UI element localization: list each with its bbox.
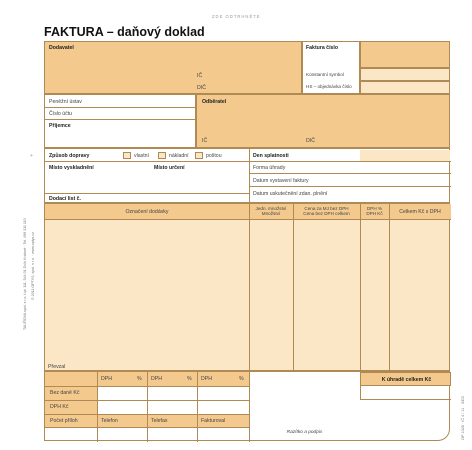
due-date-label: Den splatnosti [253,153,289,159]
customer-ic-label: IČ [202,138,208,144]
bank-recipient-box [44,94,196,148]
shipping-place-label: Místo vyskladnění [49,165,94,171]
invoice-number-label: Faktura číslo [306,45,339,51]
transport-freight-label: nákladní [169,153,189,159]
invoice-label-column [302,41,360,94]
vat-rate-3-percent: % [239,376,244,382]
col-total: Celkem Kč s DPH [399,209,441,215]
transport-own-label: vlastní [134,153,149,159]
vat-rate-2-label: DPH [151,376,162,382]
customer-dic-label: DIČ [306,138,315,144]
transport-freight-checkbox[interactable] [158,152,166,159]
side-publisher-text: TALÍŘOVA spol. s r.o. Lipí 111, 544 01 Dvůr Králové · Tel. 499 311 110 [23,218,27,330]
col-vat-amount-label: DPH Kč [366,211,383,217]
phone-label: Telefon [101,418,118,424]
col-unit-quantity [249,206,293,217]
customer-heading: Odběratel [202,99,227,105]
account-number-label: Číslo účtu [49,111,73,117]
page-title: FAKTURA – daňový doklad [44,25,205,39]
vat-rate-3-label: DPH [201,376,212,382]
stamp-signature-label: Razítko a podpis [286,430,323,435]
tax-date-label: Datum uskutečnění zdan. plnění [253,191,328,197]
attachments-label: Počet příloh [50,418,78,424]
transport-post-checkbox[interactable] [195,152,203,159]
payment-method-label: Forma úhrady [253,165,286,171]
col-vat [360,206,389,217]
tear-off-hint: ZDE ODTRHNĚTE [212,14,261,19]
transfer-label: Převzal [48,364,66,370]
transport-own-checkbox[interactable] [123,152,131,159]
destination-label: Místo určení [154,165,185,171]
col-price [293,206,360,217]
constant-symbol-label: Konstantní symbol [306,72,344,77]
constant-symbol-field[interactable] [360,68,450,81]
customer-box[interactable] [196,94,450,148]
bank-institution-label: Peněžní ústav [49,99,82,105]
side-form-code: OP 1026 · IČ 4 / 11 · 3/D3 [461,396,465,440]
supplier-box[interactable] [44,41,302,94]
col-description: Označení dodávky [125,209,169,215]
recipient-heading: Příjemce [49,123,71,129]
col-total-price-label: Cena bez DPH celkem [303,211,350,217]
col-unit-label: Jedn. množství [255,206,287,211]
amount-due-field[interactable] [360,386,451,400]
delivery-note-label: Dodací list č. [49,196,81,202]
order-number-label: HS – objednávka číslo [306,84,352,89]
col-vat-percent-label: DPH % [366,206,383,211]
totals-box [44,371,450,441]
due-date-field[interactable] [360,150,450,161]
vat-rate-2-percent: % [187,376,192,382]
order-number-field[interactable] [360,81,450,94]
col-quantity-label: Množství [261,211,281,217]
fax-label: Telefax [151,418,168,424]
amount-due-label: K úhradě celkem Kč [381,377,432,383]
side-copyright-text: © 2011 OPTYS, spol. s r.o. · www.optys.cz [31,232,35,300]
issue-date-label: Datum vystavení faktury [253,178,309,184]
vat-amount-label: DPH Kč [50,404,69,410]
supplier-ic-label: IČ [197,73,203,79]
amount-due-header [360,372,451,386]
vat-rate-1-label: DPH [101,376,112,382]
vat-rate-1-percent: % [137,376,142,382]
transport-heading: Způsob dopravy [49,153,90,159]
supplier-heading: Dodavatel [49,45,74,51]
supplier-dic-label: DIČ [197,85,206,91]
transport-post-label: poštou [206,153,222,159]
fold-mark-left: + [30,153,33,159]
transport-payment-box [44,148,450,203]
issued-by-label: Fakturoval [201,418,226,424]
invoice-number-field[interactable] [360,41,450,68]
col-unit-price-label: Cena za MJ bez DPH [304,206,349,211]
items-table[interactable] [44,203,450,371]
base-amount-label: Bez daně Kč [50,390,80,396]
